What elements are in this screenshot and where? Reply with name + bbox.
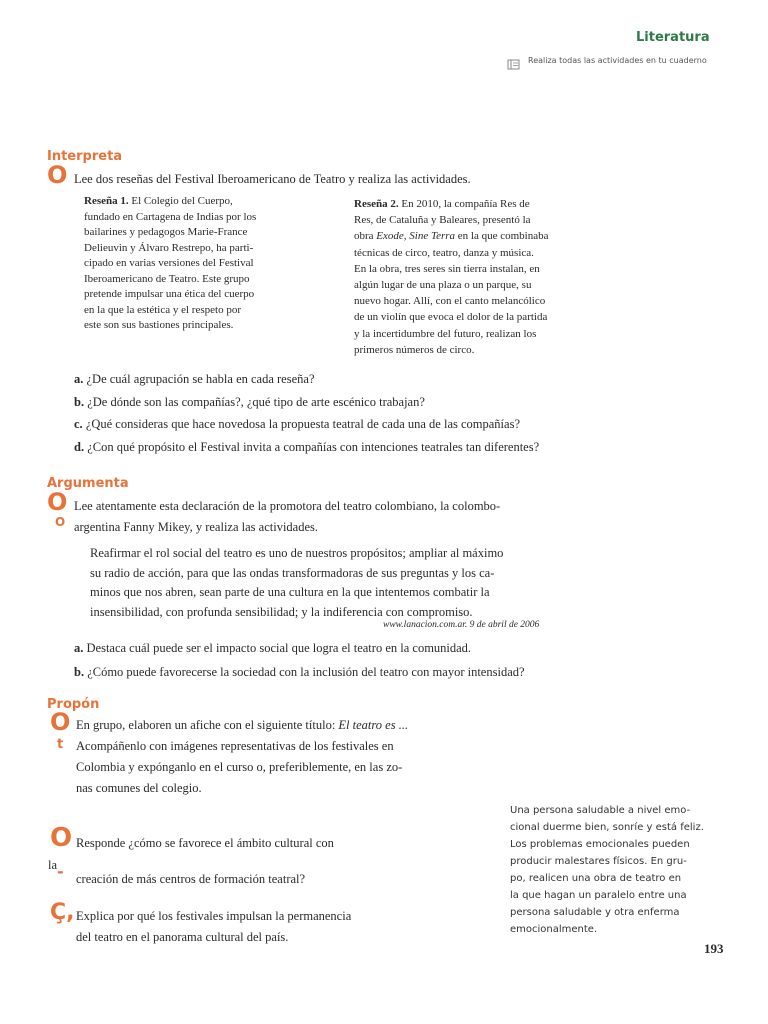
review-1-line: pretende impulsar una ética del cuerpo (84, 288, 255, 300)
review-1-line: El Colegio del Cuerpo, (131, 195, 233, 207)
interpreta-intro: Lee dos reseñas del Festival Iberoamericano de Teatro y realiza las actividades. (74, 172, 471, 186)
question-item: a. Destaca cuál puede ser el impacto social que logra el teatro en la comunidad. (74, 641, 472, 655)
review-2-line: primeros números de circo. (354, 343, 475, 356)
responde-line2: creación de más centros de formación teatral? (76, 872, 306, 886)
quote-block (90, 544, 590, 622)
activity-marker: t (57, 737, 64, 752)
question-item: d. ¿Con qué propósito el Festival invita a compañías con intenciones teatrales tan diferentes? (74, 439, 540, 454)
argumenta-intro (74, 496, 614, 538)
review-2-line: en la que combinaba (455, 230, 549, 243)
review-2-label: Reseña 2. (354, 198, 399, 210)
quote-line: su radio de acción, para que las ondas transformadoras de sus preguntas y los ca- (90, 565, 495, 580)
responde-line1b: la (48, 858, 58, 872)
review-1-line: en la que la estética y el respeto por (84, 303, 241, 316)
explica-text (76, 906, 351, 948)
heading-interpreta: Interpreta (47, 149, 123, 164)
quote-line: insensibilidad, con profunda sensibilidad; y la indiferencia con compromiso. (90, 604, 473, 619)
review-2-line: y la incertidumbre del futuro, realizan los (354, 327, 537, 340)
work-title: Exode, Sine Terra (376, 230, 456, 243)
propon-line: En grupo, elaboren un afiche con el siguiente título: (76, 718, 339, 732)
review-1 (84, 194, 314, 334)
page-number: 193 (704, 941, 724, 956)
quote-line: Reafirmar el rol social del teatro es uno de nuestros propósitos; ampliar al máximo (90, 546, 504, 560)
responde-line1: Responde ¿cómo se favorece el ámbito cultural con (76, 836, 334, 850)
explica-line: del teatro en el panorama cultural del país. (76, 930, 289, 944)
review-1-line: Delieuvin y Álvaro Restrepo, ha parti- (84, 241, 254, 254)
review-1-line: Iberoamericano de Teatro. Este grupo (84, 272, 250, 285)
question-item: a. ¿De cuál agrupación se habla en cada reseña? (74, 372, 315, 386)
review-1-line: este son sus bastiones principales. (84, 319, 234, 331)
sidebar-line: emocionalmente. (510, 924, 598, 935)
review-2-line: En 2010, la compañía Res de (401, 198, 530, 210)
review-1-line: bailarines y pedagogos Marie-France (84, 226, 248, 238)
sidebar-line: producir malestares físicos. En gru- (510, 856, 687, 867)
question-item: c. ¿Qué consideras que hace novedosa la propuesta teatral de cada una de las compañías? (74, 417, 520, 431)
sidebar-line: po, realicen una obra de teatro en (510, 873, 682, 884)
sidebar-line: Una persona saludable a nivel emo- (510, 805, 691, 816)
heading-argumenta: Argumenta (47, 476, 129, 491)
review-2 (354, 196, 594, 358)
propon-line: Acompáñenlo con imágenes representativas de los festivales en (76, 739, 394, 753)
activity-marker: - (57, 862, 64, 881)
intro-line: Lee atentamente esta declaración de la promotora del teatro colombiano, la colombo- (74, 499, 501, 513)
heading-propon: Propón (47, 697, 100, 712)
quote-line: minos que nos abren, sean parte de una cultura en la que intentemos combatir la (90, 585, 490, 599)
activity-marker: O (50, 823, 73, 853)
sidebar-line: la que hagan un paralelo entre una (510, 890, 687, 901)
activity-marker: O (47, 488, 68, 516)
sidebar-line: cional duerme bien, sonríe y está feliz. (510, 822, 704, 833)
review-2-line: En la obra, tres seres sin tierra instalan, en (354, 262, 540, 275)
propon-line: Colombia y expónganlo en el curso o, preferiblemente, en las zo- (76, 760, 403, 774)
activity-marker: Ç, (50, 900, 75, 925)
question-item: b. ¿De dónde son las compañías?, ¿qué tipo de arte escénico trabajan? (74, 394, 425, 409)
explica-line: Explica por qué los festivales impulsan la permanencia (76, 909, 352, 923)
review-2-line: obra (354, 230, 377, 243)
propon-text (76, 715, 466, 799)
review-2-line: Res, de Cataluña y Baleares, presentó la (354, 214, 531, 227)
activity-marker: O (55, 515, 66, 529)
review-1-label: Reseña 1. (84, 195, 129, 207)
sidebar-note (510, 802, 710, 938)
review-2-line: nuevo hogar. Allí, con el canto melancólico (354, 295, 546, 308)
sidebar-line: Los problemas emocionales pueden (510, 839, 690, 850)
review-2-line: técnicas de circo, teatro, danza y música. (354, 246, 534, 259)
argumenta-questions (74, 636, 525, 684)
review-2-line: algún lugar de una plaza o un parque, su (354, 279, 532, 292)
review-1-line: cipado en varias versiones del Festival (84, 257, 254, 269)
header-instruction: Realiza todas las actividades en tu cuaderno (528, 56, 707, 65)
poster-title: El teatro es ... (338, 718, 409, 732)
review-2-line: de un violín que evoca el dolor de la partida (354, 311, 548, 324)
intro-line: argentina Fanny Mikey, y realiza las actividades. (74, 520, 319, 534)
interpreta-questions (74, 368, 539, 458)
propon-line: nas comunes del colegio. (76, 781, 202, 795)
question-item: b. ¿Cómo puede favorecerse la sociedad con la inclusión del teatro con mayor intensidad? (74, 665, 525, 679)
activity-marker: O (50, 708, 71, 736)
sidebar-line: persona saludable y otra enferma (510, 907, 680, 918)
activity-marker: O (47, 161, 68, 189)
notebook-icon (507, 56, 521, 68)
quote-source: www.lanacion.com.ar. 9 de abril de 2006 (383, 620, 540, 630)
review-1-line: fundado en Cartagena de Indias por los (84, 210, 257, 223)
section-title: Literatura (636, 30, 710, 45)
